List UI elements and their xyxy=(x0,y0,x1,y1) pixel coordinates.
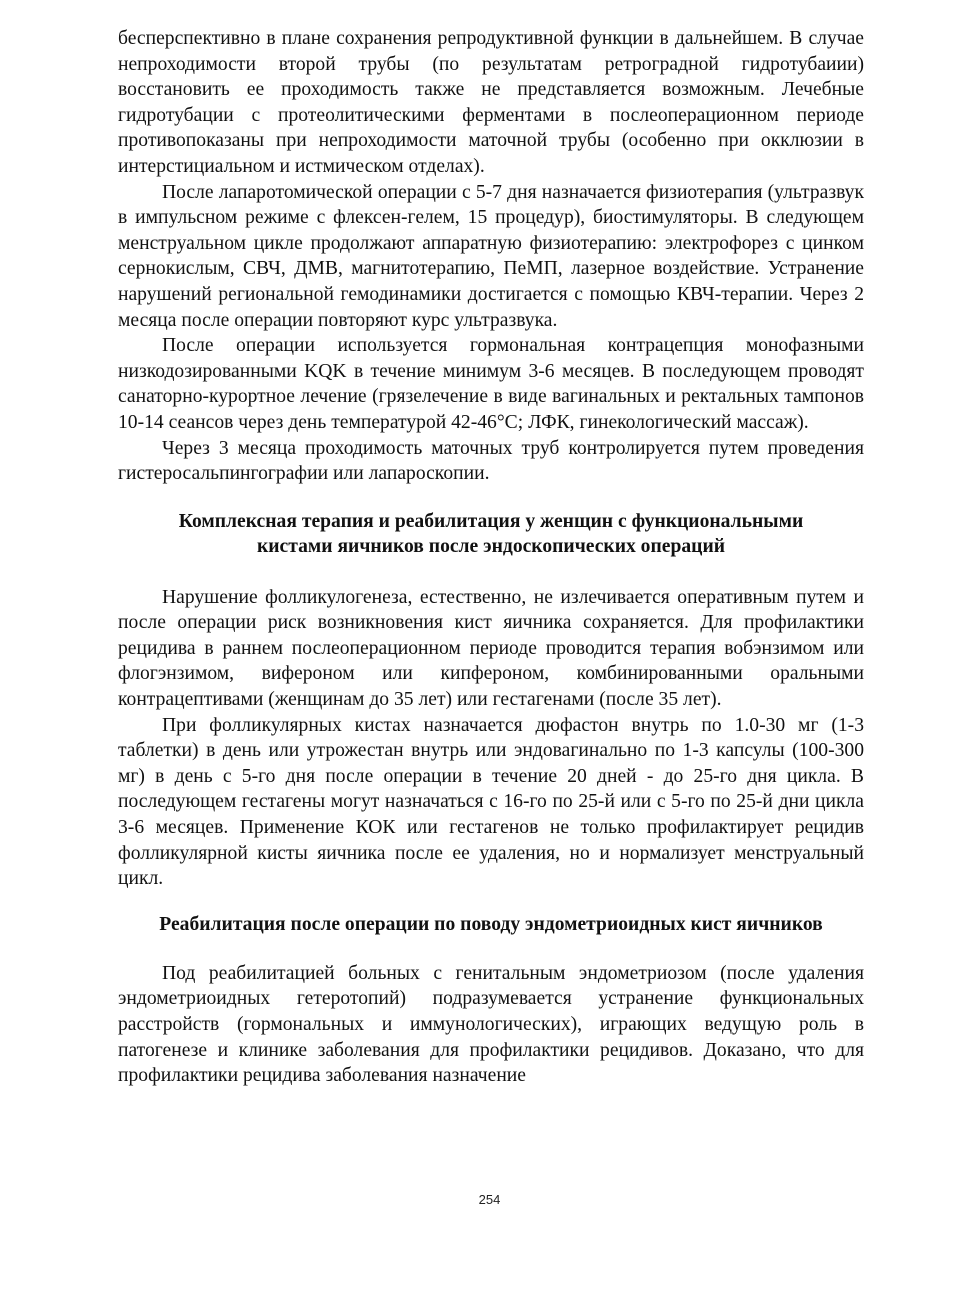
page-content xyxy=(118,26,864,1089)
paragraph-contraception: После операции используется гормональная контрацепция монофазными низкодозированными KQK в течение минимум 3-6 месяцев. В последующем проводят санаторно-курортное лечение (грязелечение в виде вагинальных и ректальных тампонов 10-14 сеансов через день температурой 42-46°С; ЛФК, гинекологический массаж). xyxy=(118,335,864,433)
paragraph-folliculogenesis: Нарушение фолликулогенеза, естественно, не излечивается оперативным путем и после операции риск возникновения кист яичника сохраняется. Для профилактики рецидива в раннем послеоперационном периоде проводится терапия вобэнзимом или флогэнзимом, вифероном или кипфероном, комбинированными оральными контрацептивами (женщинам до 35 лет) или гестагенами (после 35 лет). xyxy=(118,586,864,711)
section-heading-endometrioid-cysts: Реабилитация после операции по поводу эндометриоидных кист яичников xyxy=(159,913,823,935)
page-number: 254 xyxy=(478,1192,501,1207)
section-heading-functional-cysts xyxy=(118,509,864,559)
paragraph-physiotherapy: После лапаротомической операции с 5-7 дня назначается физиотерапия (ультразвук в импульсном режиме с флексен-гелем, 15 процедур), биостимуляторы. В следующем менструальном цикле продолжают аппаратную физиотерапию: электрофорез с цинком сернокислым, СВЧ, ДМВ, магнитотерапию, ПеМП, лазерное воздействие. Устранение нарушений региональной гемодинамики достигается с помощью КВЧ-терапии. Через 2 месяца после операции повторяют курс ультразвука. xyxy=(118,181,864,331)
paragraph-rehabilitation: Под реабилитацией больных с генитальным эндометриозом (после удаления эндометриоидных гетеротопий) подразумевается устранение функциональных расстройств (гормональных и иммунологических), играющих ведущую роль в патогенезе и клинике заболевания для профилактики рецидивов. Доказано, что для профилактики рецидива заболевания назначение xyxy=(118,962,864,1087)
paragraph-continuation: бесперспективно в плане сохранения репродуктивной функции в дальнейшем. В случае непроходимости второй трубы (по результатам ретроградной гидротубаиии) восстановить ее проходимость также не представляется возможным. Лечебные гидротубации с протеолитическими ферментами в послеоперационном периоде противопоказаны при непроходимости маточной трубы (особенно при окклюзии в интерстициальном и истмическом отделах). xyxy=(118,28,864,177)
paragraph-tube-patency: Через 3 месяца проходимость маточных труб контролируется путем проведения гистеросальпингографии или лапароскопии. xyxy=(118,437,864,485)
paragraph-follicular-cysts: При фолликулярных кистах назначается дюфастон внутрь по 1.0-30 мг (1-3 таблетки) в день или утрожестан внутрь или эндовагинально по 1-3 капсулы (100-300 мг) в день с 5-го дня после операции в течение 20 дней - до 25-го дня цикла. В последующем гестагены могут назначаться с 16-го по 25-й или с 5-го по 25-й дни цикла 3-6 месяцев. Применение КОК или гестагенов не только профилактирует рецидив фолликулярной кисты яичника после ее удаления, но и нормализует менструальный цикл. xyxy=(118,714,864,890)
heading-line-1: Комплексная терапия и реабилитация у женщин с функциональными xyxy=(178,510,804,532)
heading-line-2: кистами яичников после эндоскопических операций xyxy=(256,535,726,557)
